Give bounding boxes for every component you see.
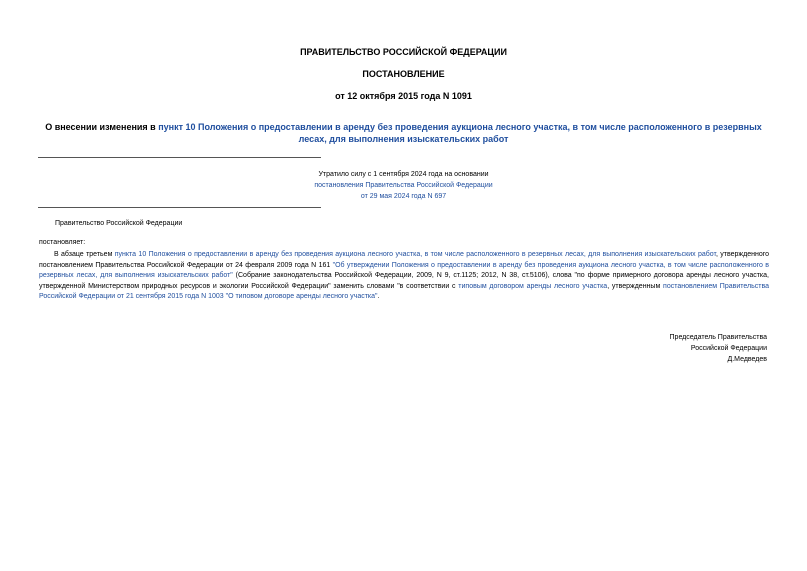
title-link[interactable]: пункт 10 Положения о предоставлении в аренду без проведения аукциона лесного участка, в том числе расположенного в резервных лесах, для выполнения изыскательских работ [158, 122, 762, 144]
body-text-1: В абзаце третьем [54, 251, 115, 258]
preamble-government: Правительство Российской Федерации [55, 220, 183, 227]
validity-note [236, 169, 571, 202]
preamble-decides: постановляет: [39, 239, 86, 246]
divider-bottom [38, 207, 321, 208]
validity-note-text: Утратило силу с 1 сентября 2024 года на основании [318, 171, 489, 178]
signature-block [670, 332, 767, 365]
body-text-4: , утвержденным [607, 282, 664, 290]
body-text-5: . [377, 293, 380, 301]
body-text-3: (Собрание законодательства Российской Федерации, 2009, N 9, ст.1125; 2012, N 38, ст.5106), слова "по форме примерного договора аренды лесного участка, утвержденной Министерством природных ресурсов и экологии Российской Федерации" заменить словами "в соответствии с [39, 272, 769, 290]
body-link-resolution-161[interactable]: "Об утверждении Положения о предоставлении в аренду без проведения аукциона лесного участка, в том числе расположенного в резервных лесах, для выполнения изыскательских работ" [39, 261, 769, 280]
title-prefix: О внесении изменения в [45, 122, 159, 132]
body-link-paragraph10[interactable]: пункта 10 Положения о предоставлении в аренду без проведения аукциона лесного участка, в том числе расположенного в резервных лесах, для выполнения изыскательских работ [114, 251, 716, 258]
body-text-2: , утвержденного постановлением Правительства Российской Федерации от 24 февраля 2009 года N 161 [39, 251, 769, 269]
validity-note-link-date[interactable]: от 29 мая 2024 года N 697 [360, 193, 447, 200]
document-title [40, 121, 767, 145]
signature-name: Д.Медведев [727, 356, 767, 363]
government-heading: ПРАВИТЕЛЬСТВО РОССИЙСКОЙ ФЕДЕРАЦИИ [300, 47, 507, 57]
divider-top [38, 157, 321, 158]
document-type-heading: ПОСТАНОВЛЕНИЕ [362, 69, 445, 79]
body-link-typical-contract[interactable]: типовым договором аренды лесного участка [458, 282, 608, 290]
signature-position-1: Председатель Правительства [669, 334, 767, 341]
date-number-heading: от 12 октября 2015 года N 1091 [335, 91, 472, 101]
body-link-resolution-1003[interactable]: постановлением Правительства Российской Федерации от 21 сентября 2015 года N 1003 "О типовом договоре аренды лесного участка" [39, 282, 770, 301]
validity-note-link-resolution[interactable]: постановления Правительства Российской Федерации [314, 182, 493, 189]
signature-position-2: Российской Федерации [690, 345, 767, 352]
body-paragraph [39, 250, 769, 303]
